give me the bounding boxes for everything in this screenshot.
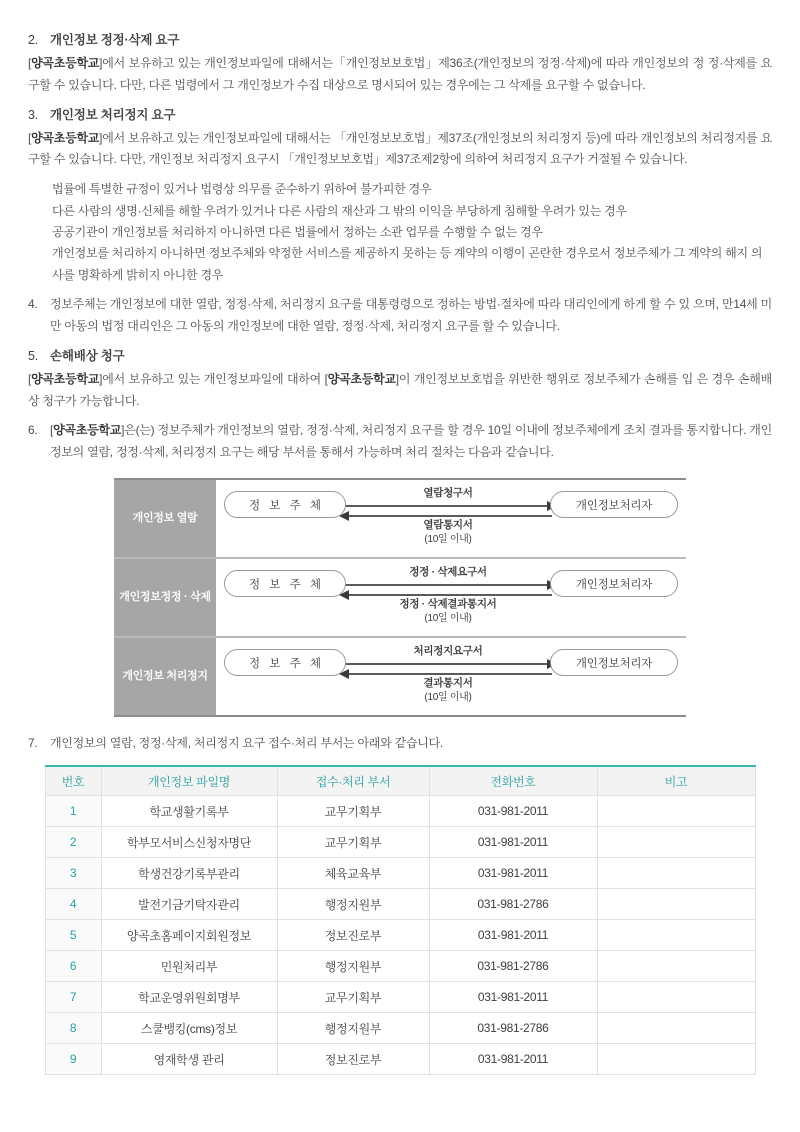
- response-arrow-line: [344, 594, 552, 596]
- request-arrow-line: [344, 663, 552, 665]
- section-heading-2: [28, 30, 772, 48]
- cell-no: 4: [45, 889, 101, 920]
- cell-dept: 행정지원부: [277, 889, 429, 920]
- item-7-paragraph: [28, 733, 772, 755]
- section-number: 3.: [28, 107, 39, 122]
- section-title: 개인정보 처리정지 요구: [50, 107, 176, 122]
- cell-note: [597, 982, 755, 1013]
- table-row: [45, 982, 755, 1013]
- cell-file: 학교생활기록부: [101, 796, 277, 827]
- org-name: 양곡초등학교: [53, 423, 122, 438]
- cell-note: [597, 858, 755, 889]
- table-row: [45, 796, 755, 827]
- cell-tel: 031-981-2786: [429, 1013, 597, 1044]
- org-name: 양곡초등학교: [31, 130, 100, 145]
- cell-dept: 정보진로부: [277, 920, 429, 951]
- cell-no: 7: [45, 982, 101, 1013]
- diagram-flow: [216, 638, 686, 715]
- cell-tel: 031-981-2011: [429, 982, 597, 1013]
- section-title: 개인정보 정정·삭제 요구: [50, 33, 180, 47]
- cell-file: 양곡초홈페이지회원정보: [101, 920, 277, 951]
- cell-no: 8: [45, 1013, 101, 1044]
- arrow-group: [340, 645, 556, 707]
- diagram-row-label: 개인정보 처리정지: [114, 638, 216, 715]
- cell-tel: 031-981-2011: [429, 827, 597, 858]
- response-document-label: [340, 677, 556, 704]
- column-header-dept: 접수·처리 부서: [277, 766, 429, 796]
- item-number: 6.: [28, 423, 38, 438]
- section-number: 5.: [28, 348, 39, 363]
- cell-dept: 교무기획부: [277, 827, 429, 858]
- request-arrow-line: [344, 584, 552, 586]
- cell-note: [597, 1013, 755, 1044]
- response-document-label: [340, 519, 556, 546]
- section-2-paragraph: [28, 53, 772, 97]
- data-subject-box: 정 보 주 체: [224, 491, 346, 518]
- diagram-row-label: 개인정보 열람: [114, 480, 216, 557]
- item-5-mid: ]에서 보유하고 있는 개인정보파일에 대하여 [: [99, 371, 328, 386]
- section-3-text: ]에서 보유하고 있는 개인정보파일에 대해서는 「개인정보보호법」제37조(개인정보의 처리정지 등)에 따라 개인정보의 처리정지를 요구할 수 있습니다. 다만, 개인정보 처리정지 요구시 「개인정보보호법」제37조제2항에 의하여 처리정지 요구가 거절될 수 있습니다.: [28, 130, 772, 167]
- column-header-no: 번호: [45, 766, 101, 796]
- cell-tel: 031-981-2011: [429, 1044, 597, 1075]
- data-subject-box: 정 보 주 체: [224, 570, 346, 597]
- cell-note: [597, 951, 755, 982]
- arrow-group: [340, 487, 556, 549]
- list-item: 법률에 특별한 규정이 있거나 법령상 의무를 준수하기 위하여 불가피한 경우: [52, 182, 432, 197]
- cell-file: 학교운영위원회명부: [101, 982, 277, 1013]
- item-6-text: ]은(는) 정보주체가 개인정보의 열람, 정정·삭제, 처리정지 요구를 할 경우 10일 이내에 정보주체에게 조치 결과를 통지합니다. 개인정보의 열람, 정정·삭제, 처리정지 요구는 해당 부서를 통해서 가능하며 처리 절차는 다음과 같습니다.: [50, 423, 772, 460]
- section-3-paragraph: [28, 128, 772, 172]
- diagram-row-label: [114, 559, 216, 636]
- item-5-text: ]이 개인정보보호법을 위반한 행위로 정보주체가 손해를 입 은 경우 손해배상 청구가 가능합니다.: [28, 371, 772, 408]
- cell-dept: 교무기획부: [277, 982, 429, 1013]
- item-number: 7.: [28, 736, 38, 751]
- cell-no: 9: [45, 1044, 101, 1075]
- table-row: [45, 827, 755, 858]
- cell-dept: 체육교육부: [277, 858, 429, 889]
- response-arrow-line: [344, 673, 552, 675]
- request-document-label: 열람청구서: [423, 487, 473, 500]
- item-4-text: 정보주체는 개인정보에 대한 열람, 정정·삭제, 처리정지 요구를 대통령령으로 정하는 방법·절차에 따라 대리인에게 하게 할 수 있 으며, 만14세 미만 아동의 법정 대리인은 그 아동의 개인정보에 대한 열람, 정정·삭제, 처리정지 요구를 할 수 있습니다.: [50, 297, 772, 333]
- cell-tel: 031-981-2011: [429, 858, 597, 889]
- cell-dept: 정보진로부: [277, 1044, 429, 1075]
- list-item: 다른 사람의 생명·신체를 해할 우려가 있거나 다른 사람의 재산과 그 밖의 이익을 부당하게 침해할 우려가 있는 경우: [52, 203, 627, 218]
- response-period-text: (10일 이내): [424, 691, 472, 703]
- data-subject-box: 정 보 주 체: [224, 649, 346, 676]
- request-document-label: 정정 · 삭제요구서: [409, 566, 487, 579]
- diagram-row-access: [114, 480, 686, 557]
- table-body: [45, 796, 755, 1075]
- table-row: [45, 1013, 755, 1044]
- table-row: [45, 1044, 755, 1075]
- bracket-open: [: [28, 371, 32, 386]
- table-row: [45, 920, 755, 951]
- data-handler-box: 개인정보처리자: [550, 649, 678, 676]
- column-header-tel: 전화번호: [429, 766, 597, 796]
- response-period-text: (10일 이내): [424, 612, 472, 624]
- cell-no: 5: [45, 920, 101, 951]
- table-row: [45, 858, 755, 889]
- cell-file: 학부모서비스신청자명단: [101, 827, 277, 858]
- item-number: 4.: [28, 297, 38, 312]
- cell-file: 민원처리부: [101, 951, 277, 982]
- table-row: [45, 889, 755, 920]
- section-heading-5: [28, 346, 772, 364]
- bracket-open: [: [28, 56, 32, 70]
- list-item: 개인정보를 처리하지 아니하면 정보주체와 약정한 서비스를 제공하지 못하는 등 계약의 이행이 곤란한 경우로서 정보주체가 그 계약의 해지 의사를 명확하게 밝히지 아니한 경우: [52, 246, 763, 282]
- diagram-row-suspension: [114, 636, 686, 715]
- cell-note: [597, 1044, 755, 1075]
- item-4-paragraph: [28, 294, 772, 338]
- list-item: 공공기관이 개인정보를 처리하지 아니하면 다른 법률에서 정하는 소관 업무를 수행할 수 없는 경우: [52, 225, 543, 240]
- response-period-text: (10일 이내): [424, 533, 472, 545]
- response-document-label: [340, 598, 556, 625]
- section-3-exception-list: [28, 179, 772, 286]
- request-document-label: 처리정지요구서: [413, 645, 483, 658]
- cell-file: 스쿨뱅킹(cms)정보: [101, 1013, 277, 1044]
- column-header-file: 개인정보 파일명: [101, 766, 277, 796]
- cell-note: [597, 920, 755, 951]
- data-handler-box: 개인정보처리자: [550, 491, 678, 518]
- arrow-group: [340, 566, 556, 628]
- cell-dept: 행정지원부: [277, 951, 429, 982]
- cell-dept: 교무기획부: [277, 796, 429, 827]
- diagram-row-correction: [114, 557, 686, 636]
- cell-no: 3: [45, 858, 101, 889]
- request-arrow-line: [344, 505, 552, 507]
- diagram-flow: [216, 559, 686, 636]
- diagram-row-label-line1: 개인정보: [119, 590, 161, 603]
- cell-file: 학생건강기록부관리: [101, 858, 277, 889]
- cell-no: 1: [45, 796, 101, 827]
- cell-note: [597, 889, 755, 920]
- org-name: 양곡초등학교: [31, 371, 100, 386]
- cell-no: 2: [45, 827, 101, 858]
- cell-tel: 031-981-2011: [429, 796, 597, 827]
- diagram-row-label-line2: 정정 · 삭제: [160, 590, 211, 603]
- cell-dept: 행정지원부: [277, 1013, 429, 1044]
- bracket-open: [: [28, 130, 32, 145]
- data-handler-box: 개인정보처리자: [550, 570, 678, 597]
- column-header-note: 비고: [597, 766, 755, 796]
- table-header-row: [45, 766, 755, 796]
- section-title: 손해배상 청구: [50, 348, 125, 363]
- cell-note: [597, 796, 755, 827]
- section-heading-3: [28, 105, 772, 123]
- cell-tel: 031-981-2786: [429, 889, 597, 920]
- department-contact-table: [45, 765, 756, 1076]
- section-number: 2.: [28, 33, 39, 47]
- item-7-text: 개인정보의 열람, 정정·삭제, 처리정지 요구 접수·처리 부서는 아래와 같습니다.: [50, 736, 444, 751]
- table-row: [45, 951, 755, 982]
- response-document-text: 결과통지서: [423, 677, 473, 690]
- org-name: 양곡초등학교: [327, 371, 396, 386]
- cell-file: 영재학생 관리: [101, 1044, 277, 1075]
- cell-tel: 031-981-2786: [429, 951, 597, 982]
- item-6-paragraph: [28, 420, 772, 464]
- cell-no: 6: [45, 951, 101, 982]
- section-2-text: ]에서 보유하고 있는 개인정보파일에 대해서는「개인정보보호법」제36조(개인정보의 정정·삭제)에 따라 개인정보의 정 정·삭제를 요구할 수 있습니다. 다만, 다른 법령에서 그 개인정보가 수집 대상으로 명시되어 있는 경우에는 그 삭제를 요구할 수 없습니다.: [28, 56, 772, 92]
- org-name: 양곡초등학교: [31, 56, 100, 70]
- response-document-text: 정정 · 삭제결과통지서: [399, 598, 497, 611]
- cell-tel: 031-981-2011: [429, 920, 597, 951]
- item-5-paragraph: [28, 369, 772, 413]
- process-flow-diagram: [114, 478, 686, 717]
- cell-file: 발전기금기탁자관리: [101, 889, 277, 920]
- response-arrow-line: [344, 515, 552, 517]
- diagram-flow: [216, 480, 686, 557]
- bracket-open: [: [50, 423, 54, 438]
- cell-note: [597, 827, 755, 858]
- response-document-text: 열람통지서: [423, 519, 473, 532]
